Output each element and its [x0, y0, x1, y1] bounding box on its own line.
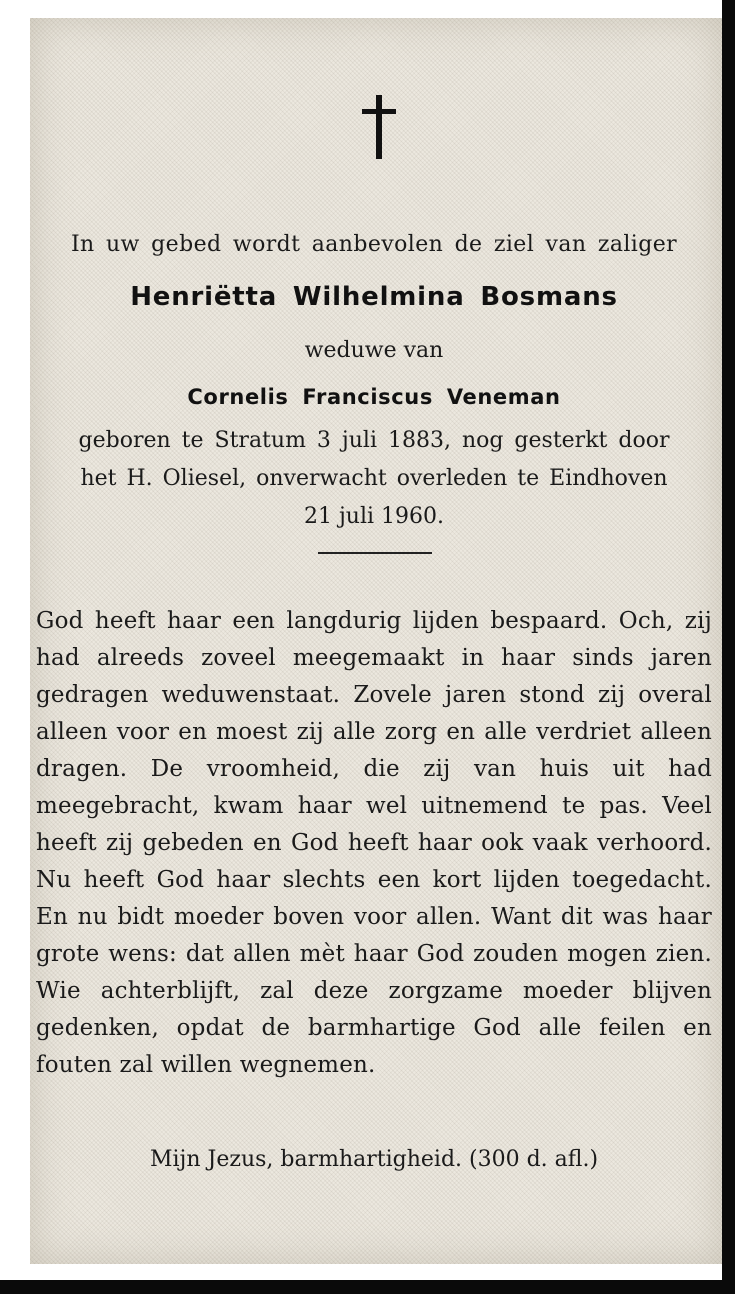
memorial-text: God heeft haar een langdurig lijden bespaard. Och, zij had alreeds zoveel meegemaakt in haar sinds jaren gedragen weduwenstaat. Zovele jaren stond zij overal alleen voor en moest zij alle zorg en alle verdriet alleen dragen. De vroomheid, die zij van huis uit had meegebracht, kwam haar wel uitnemend te pas. Veel heeft zij gebeden en God heeft haar ook vaak verhoord. Nu heeft God haar slechts een kort lijden toegedacht. En nu bidt moeder boven voor allen. Want dit was haar grote wens: dat allen mèt haar God zouden mogen zien. Wie achterblijft, zal deze zorgzame moeder blijven gedenken, opdat de barmhartige God alle feilen en fouten zal willen wegnemen.	[36, 608, 712, 1078]
intro-line: In uw gebed wordt aanbevolen de ziel van zaliger	[70, 232, 678, 257]
widow-of-line: weduwe van	[304, 338, 444, 363]
husband-name: Cornelis Franciscus Veneman	[187, 385, 561, 409]
prayer-line: Mijn Jezus, barmhartigheid. (300 d. afl.)	[149, 1147, 599, 1172]
card-bottom-edge	[0, 1280, 735, 1294]
card-right-edge	[722, 0, 735, 1294]
divider	[318, 552, 432, 554]
deceased-name: Henriëtta Wilhelmina Bosmans	[130, 282, 618, 312]
death-date: 21 juli 1960.	[303, 504, 445, 529]
birth-line-1: geboren te Stratum 3 juli 1883, nog gesterkt door	[78, 428, 670, 453]
cross-icon	[356, 95, 402, 159]
birth-line-2: het H. Oliesel, onverwacht overleden te Eindhoven	[80, 466, 668, 491]
